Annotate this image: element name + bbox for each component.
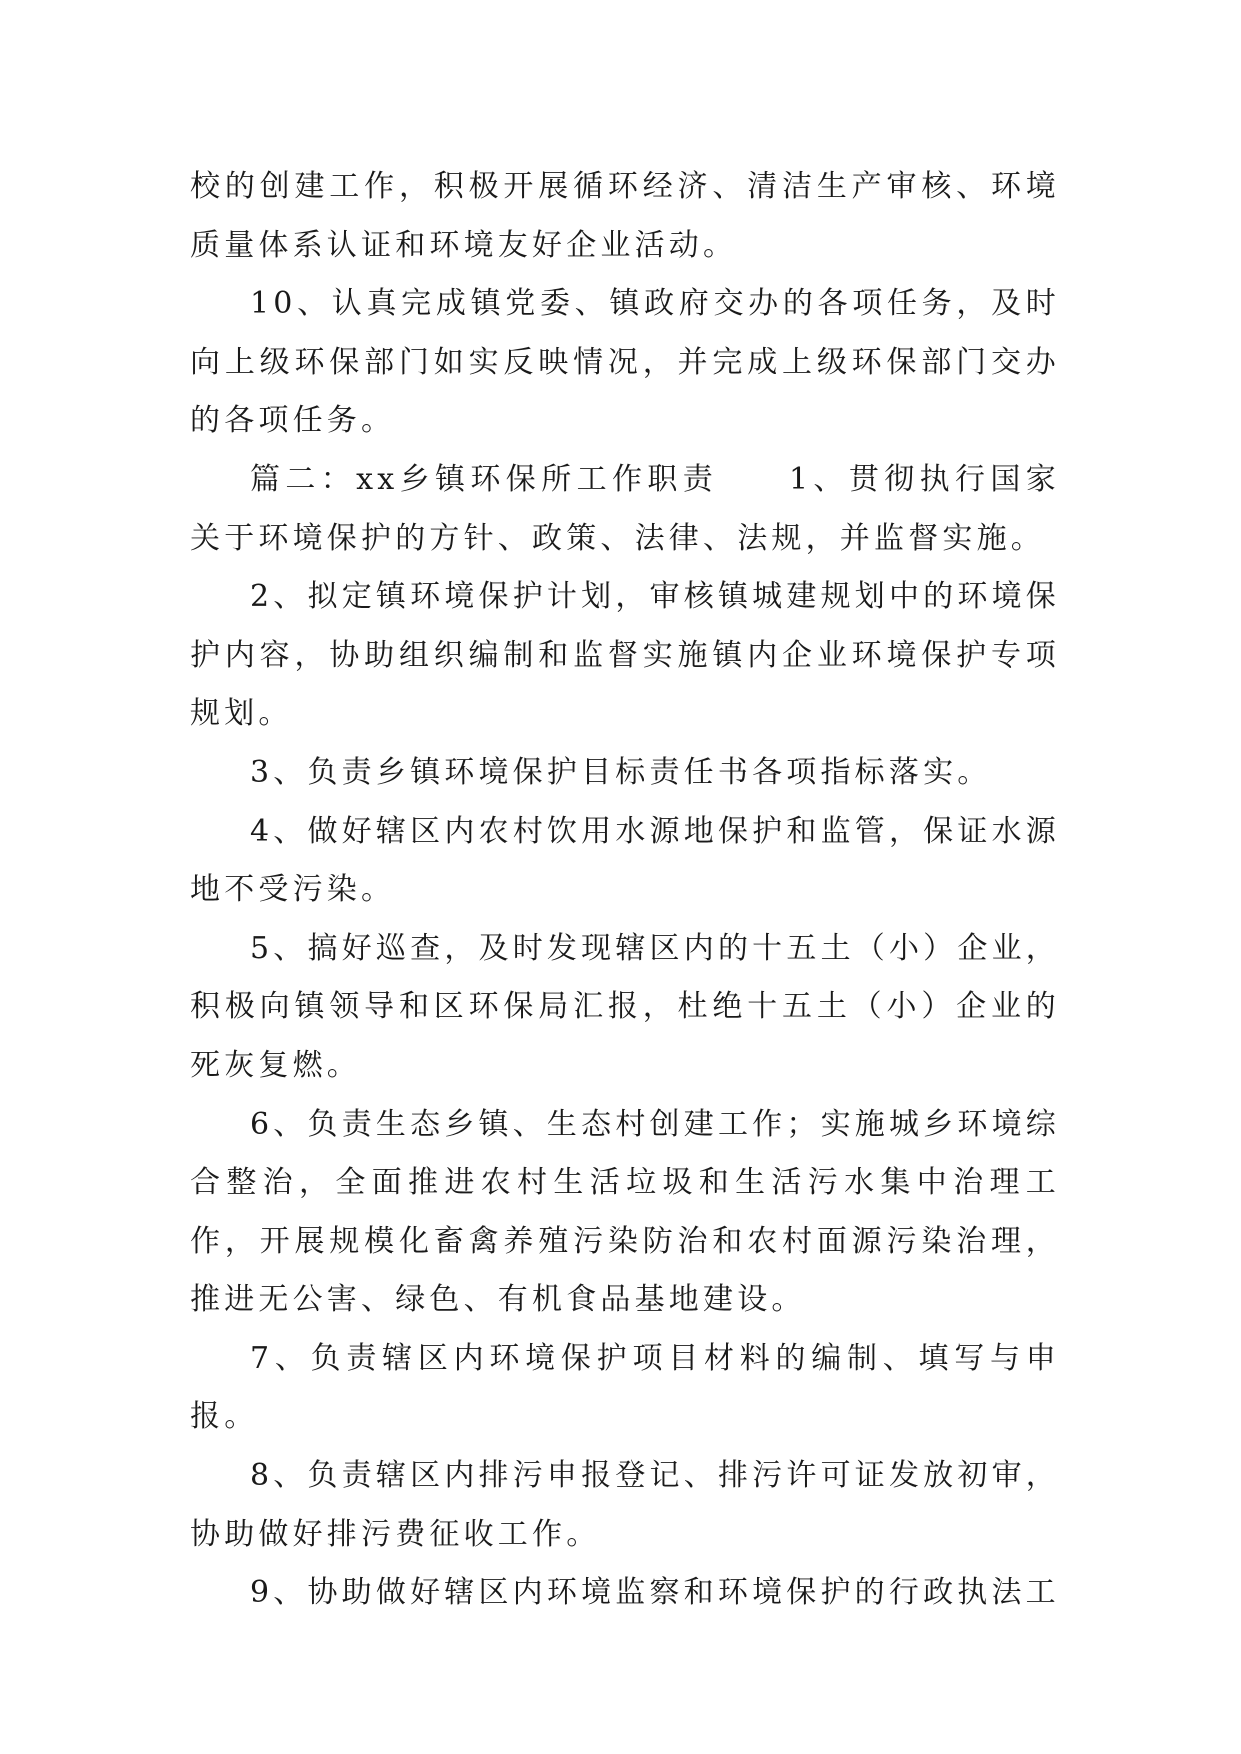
paragraph-9: 7、负责辖区内环境保护项目材料的编制、填写与申报。 [190, 1340, 1060, 1435]
paragraph-6: 4、做好辖区内农村饮用水源地保护和监管，保证水源地不受污染。 [190, 813, 1060, 908]
paragraph-7: 5、搞好巡查，及时发现辖区内的十五土（小）企业，积极向镇领导和区环保局汇报，杜绝十五土（小）企业的死灰复燃。 [190, 930, 1060, 1083]
paragraph-11: 9、协助做好辖区内环境监察和环境保护的行政执法工 [250, 1575, 1060, 1611]
paragraph-10: 8、负责辖区内排污申报登记、排污许可证发放初审，协助做好排污费征收工作。 [190, 1458, 1060, 1552]
paragraph-4: 2、拟定镇环境保护计划，审核镇城建规划中的环境保护内容，协助组织编制和监督实施镇内企业环境保护专项规划。 [190, 579, 1060, 732]
document-body [190, 158, 1060, 1623]
paragraph-8: 6、负责生态乡镇、生态村创建工作；实施城乡环境综合整治，全面推进农村生活垃圾和生活污水集中治理工作，开展规模化畜禽养殖污染防治和农村面源污染治理，推进无公害、绿色、有机食品基地建设。 [190, 1106, 1060, 1318]
paragraph-2: 10、认真完成镇党委、镇政府交办的各项任务，及时向上级环保部门如实反映情况，并完成上级环保部门交办的各项任务。 [190, 286, 1060, 439]
paragraph-5: 3、负责乡镇环境保护目标责任书各项指标落实。 [250, 754, 992, 790]
paragraph-1: 校的创建工作，积极开展循环经济、清洁生产审核、环境质量体系认证和环境友好企业活动。 [190, 169, 1060, 263]
paragraph-3: 篇二：xx乡镇环保所工作职责 1、贯彻执行国家关于环境保护的方针、政策、法律、法规，并监督实施。 [190, 461, 1060, 556]
